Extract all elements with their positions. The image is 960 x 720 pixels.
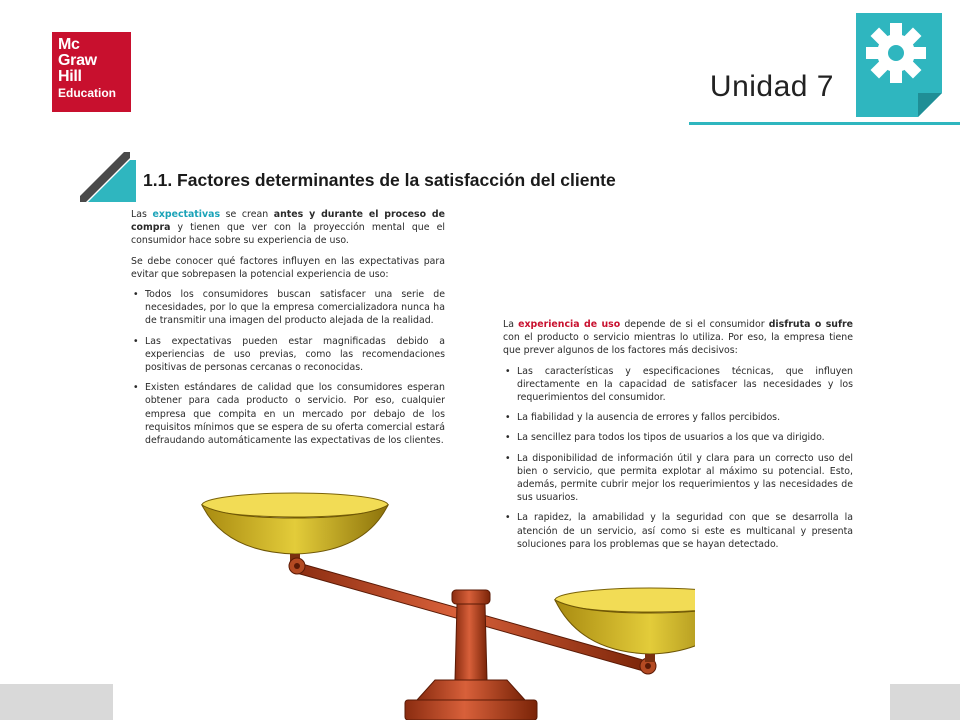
list-item: • Las características y especificaciones técnicas, que influyen directamente en la capacidad de satisfacer las necesidades y los requerimientos del consumidor. — [517, 365, 853, 405]
bold-text: disfruta o sufre — [768, 319, 854, 330]
list-item: • La sencillez para todos los tipos de usuarios a los que va dirigido. — [517, 431, 853, 444]
expectations-intro — [131, 208, 445, 248]
bold-text: antes y durante el proceso de compra — [131, 209, 445, 234]
section-arrow-icon — [80, 152, 136, 202]
list-item: • La disponibilidad de información útil y clara para un correcto uso del bien o servicio, que permita explotar al máximo su potencial. Esto, además, permite cubrir mejor los requerimientos y las necesidades de sus usuarios. — [517, 452, 853, 505]
list-item: • Las expectativas pueden estar magnificadas debido a experiencias de uso previas, como las recomendaciones positivas de personas cercanas o reconocidas. — [145, 335, 445, 375]
expectations-paragraph: Se debe conocer qué factores influyen en las expectativas para evitar que sobrepasen la potencial experiencia de uso: — [131, 255, 445, 280]
unit-underline — [689, 122, 960, 125]
balance-scale-illustration — [195, 480, 695, 720]
text: Las — [131, 209, 153, 220]
list-item: • La rapidez, la amabilidad y la seguridad con que se desarrolla la atención de un servicio, así como si este es multicanal y presenta soluciones para los problemas que se hayan detectado. — [517, 511, 853, 551]
list-item: • Todos los consumidores buscan satisfacer una serie de necesidades, por lo que la empresa comercializadora nunca ha de transmitir una imagen del producto alejada de la realidad. — [145, 288, 445, 328]
section-title: 1.1. Factores determinantes de la satisfacción del cliente — [143, 170, 616, 190]
expectations-column — [131, 208, 445, 454]
keyword-experiencia: experiencia de uso — [518, 319, 621, 330]
expectations-list — [131, 288, 445, 447]
unit-title: Unidad 7 — [709, 70, 834, 103]
left-bowl — [202, 493, 388, 562]
footer-strip-left — [0, 684, 113, 720]
list-item: • Existen estándares de calidad que los consumidores esperan obtener para cada producto o servicio. Por eso, cualquier empresa que compita en un mercado por debajo de los requisitos mínimos que se espera de su oferta comercial estará defraudando automáticamente las expectativas de los clientes. — [145, 381, 445, 447]
logo-line: Mc — [58, 36, 80, 53]
logo-line: Hill — [58, 68, 82, 85]
keyword-expectativas: expectativas — [152, 209, 221, 220]
text: La — [503, 319, 519, 330]
gear-icon — [856, 13, 942, 117]
footer-strip-right — [890, 684, 960, 720]
text: se crean — [220, 209, 274, 220]
text: con el producto o servicio mientras lo utiliza. Por eso, la empresa tiene que prever algunos de los factores más decisivos: — [503, 332, 853, 357]
text: depende de si el consumidor — [620, 319, 769, 330]
logo-line: Education — [58, 86, 117, 100]
experience-intro — [503, 318, 853, 358]
text: y tienen que ver con la proyección mental que el consumidor hace sobre su experiencia de uso. — [131, 222, 445, 247]
mcgraw-hill-logo — [52, 32, 131, 112]
logo-line: Graw — [58, 52, 97, 69]
list-item: • La fiabilidad y la ausencia de errores y fallos percibidos. — [517, 411, 853, 424]
